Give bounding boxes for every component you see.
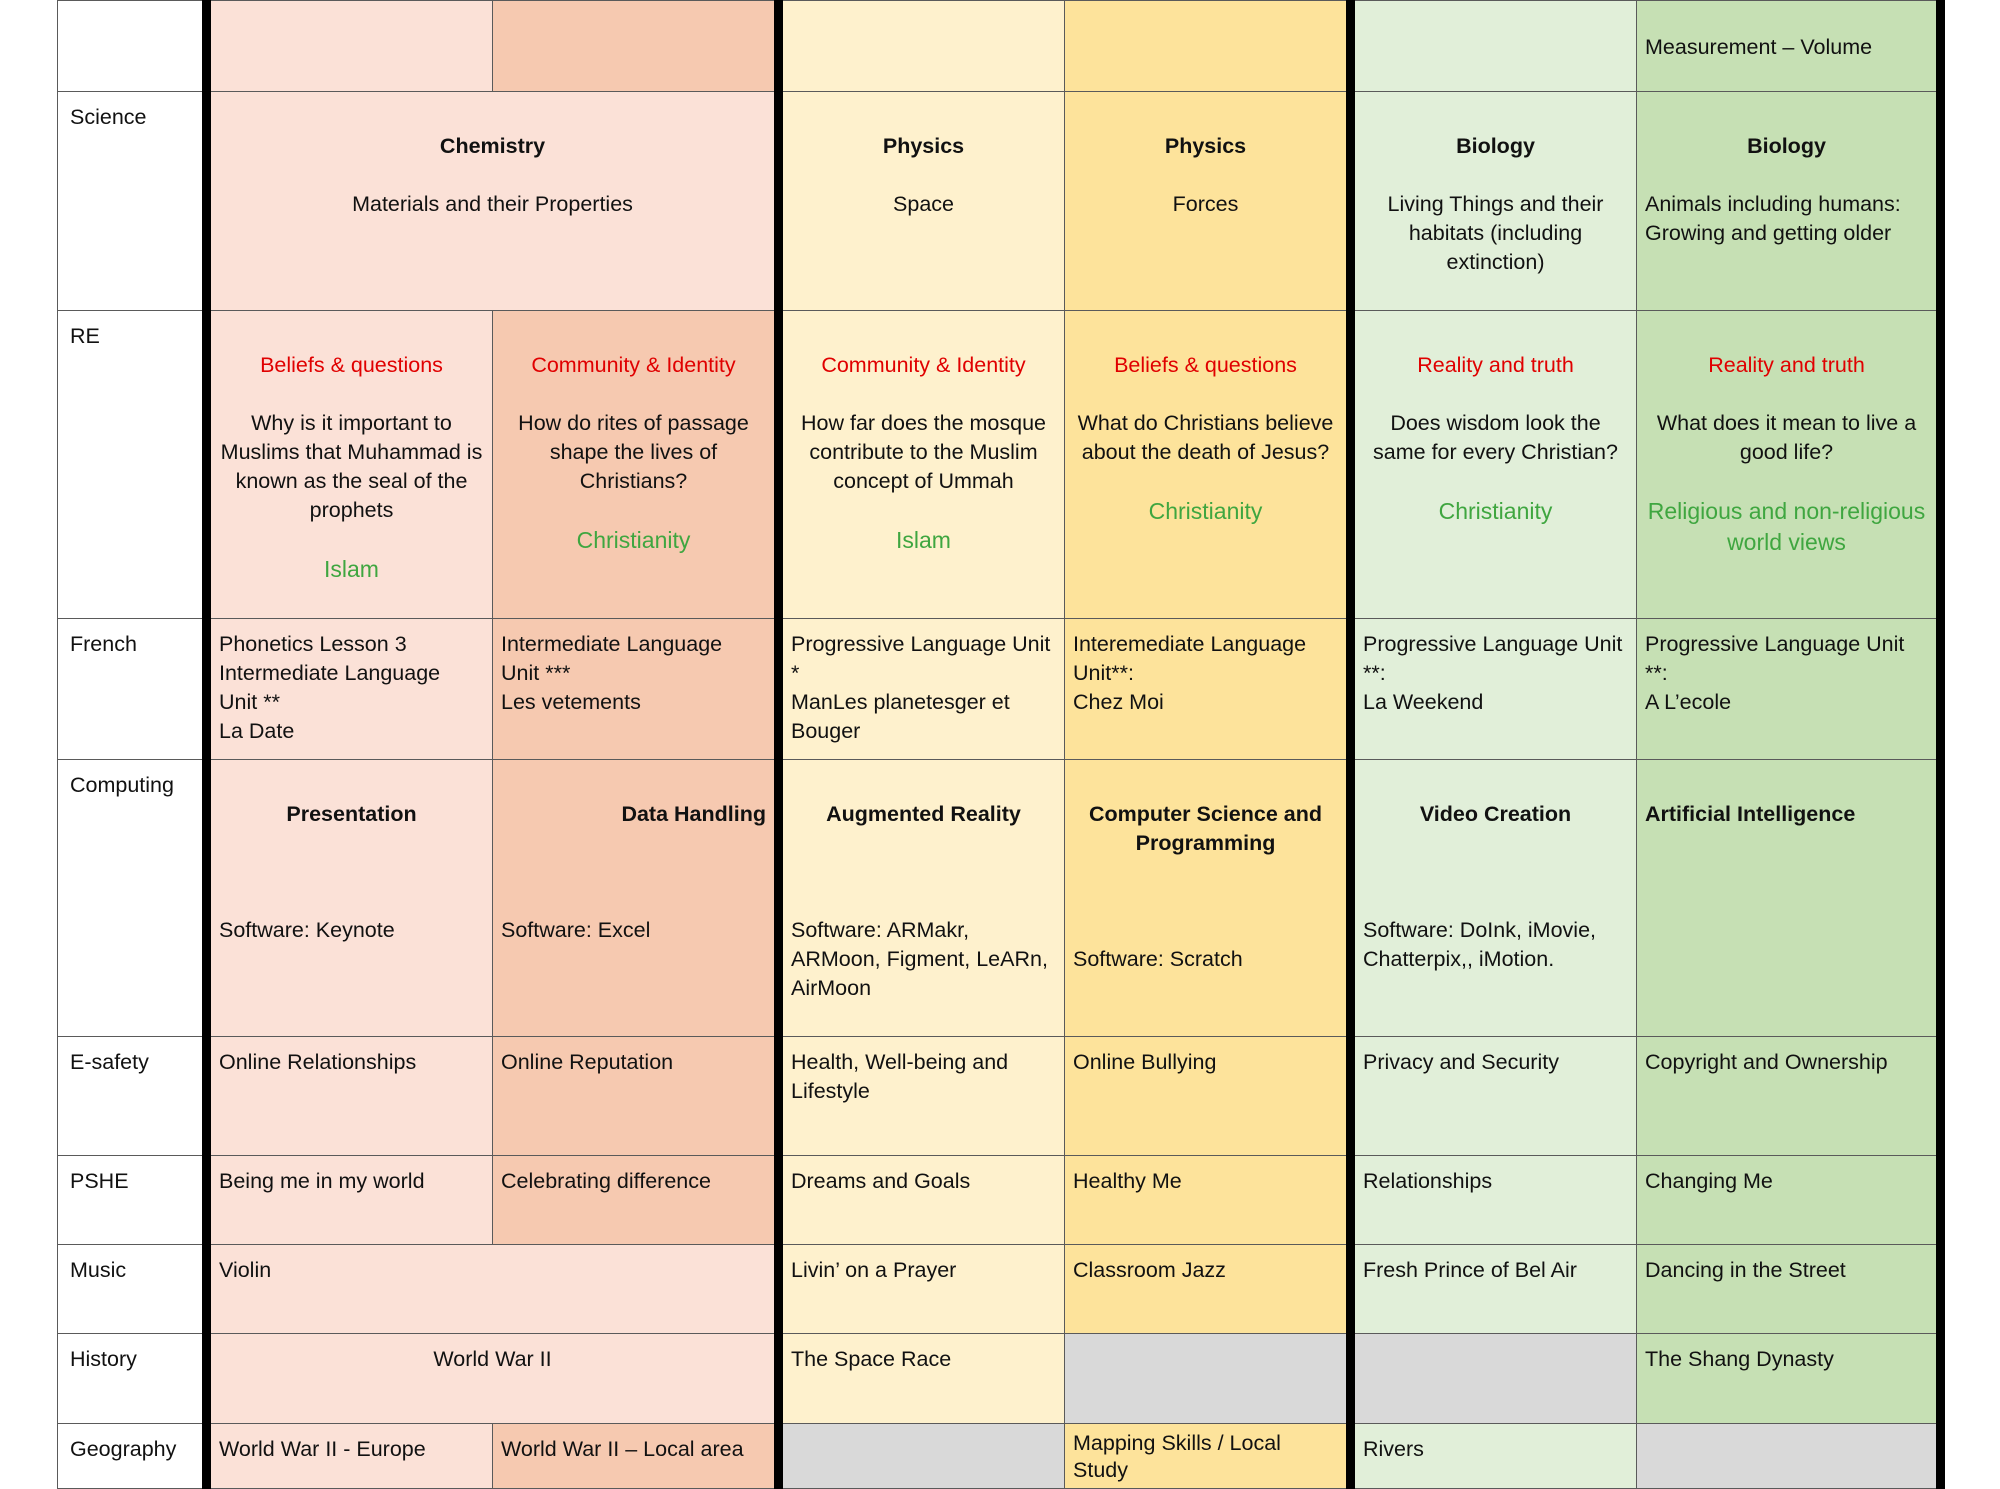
music-cell: Livin’ on a Prayer bbox=[779, 1245, 1065, 1334]
curriculum-table bbox=[57, 0, 1945, 1489]
re-faith: Islam bbox=[324, 556, 379, 582]
unit-title: Biology bbox=[1456, 134, 1535, 158]
unit-title: Presentation bbox=[286, 802, 417, 826]
computing-cell bbox=[493, 760, 779, 1037]
maths-row bbox=[58, 1, 1941, 92]
unit-topic: Materials and their Properties bbox=[352, 192, 633, 216]
computing-cell bbox=[779, 760, 1065, 1037]
geography-cell-empty bbox=[779, 1424, 1065, 1489]
re-theme: Beliefs & questions bbox=[1114, 353, 1297, 377]
esafety-cell: Health, Well-being and Lifestyle bbox=[779, 1037, 1065, 1156]
pshe-cell: Changing Me bbox=[1637, 1156, 1941, 1245]
history-cell: The Space Race bbox=[779, 1334, 1065, 1424]
unit-title: Video Creation bbox=[1419, 802, 1572, 826]
music-cell: Classroom Jazz bbox=[1065, 1245, 1351, 1334]
software-text: Software: Excel bbox=[501, 918, 651, 942]
french-cell: Intermediate Language Unit *** Les vetements bbox=[493, 619, 779, 760]
re-theme: Beliefs & questions bbox=[260, 353, 443, 377]
esafety-cell: Online Bullying bbox=[1065, 1037, 1351, 1156]
unit-title: Artificial Intelligence bbox=[1645, 802, 1856, 826]
computing-cell bbox=[1351, 760, 1637, 1037]
re-faith: Religious and non-religious world views bbox=[1647, 498, 1926, 555]
re-theme: Community & Identity bbox=[821, 353, 1026, 377]
esafety-row bbox=[58, 1037, 1941, 1156]
re-theme: Reality and truth bbox=[1417, 353, 1574, 377]
unit-topic: Living Things and their habitats (including extinction) bbox=[1387, 192, 1604, 274]
re-question: What does it mean to live a good life? bbox=[1656, 411, 1917, 464]
esafety-cell: Online Reputation bbox=[493, 1037, 779, 1156]
french-cell: Interemediate Language Unit**: Chez Moi bbox=[1065, 619, 1351, 760]
geography-cell-empty bbox=[1637, 1424, 1941, 1489]
re-question: How do rites of passage shape the lives of Christians? bbox=[518, 411, 749, 493]
esafety-cell: Online Relationships bbox=[207, 1037, 493, 1156]
esafety-cell: Copyright and Ownership bbox=[1637, 1037, 1941, 1156]
pshe-cell: Relationships bbox=[1351, 1156, 1637, 1245]
music-row bbox=[58, 1245, 1941, 1334]
cell-blank bbox=[779, 1, 1065, 92]
subject-re: RE bbox=[58, 311, 207, 619]
unit-title: Computer Science and Programming bbox=[1089, 802, 1322, 855]
science-biology-animals-cell bbox=[1637, 92, 1941, 311]
music-cell: Violin bbox=[207, 1245, 779, 1334]
pshe-cell: Celebrating difference bbox=[493, 1156, 779, 1245]
esafety-cell: Privacy and Security bbox=[1351, 1037, 1637, 1156]
re-cell bbox=[1065, 311, 1351, 619]
software-text: Software: DoInk, iMovie, Chatterpix,, iMotion. bbox=[1363, 918, 1597, 971]
history-cell-empty bbox=[1065, 1334, 1351, 1424]
subject-computing: Computing bbox=[58, 760, 207, 1037]
pshe-cell: Dreams and Goals bbox=[779, 1156, 1065, 1245]
re-cell bbox=[493, 311, 779, 619]
pshe-row bbox=[58, 1156, 1941, 1245]
re-question: Why is it important to Muslims that Muhammad is known as the seal of the prophets bbox=[220, 411, 483, 522]
re-question: What do Christians believe about the death of Jesus? bbox=[1077, 411, 1334, 464]
cell-blank bbox=[1065, 1, 1351, 92]
science-physics-space-cell bbox=[779, 92, 1065, 311]
re-cell bbox=[1637, 311, 1941, 619]
pshe-cell: Being me in my world bbox=[207, 1156, 493, 1245]
measurement-cell: Measurement – Volume bbox=[1637, 1, 1941, 92]
unit-topic: Forces bbox=[1172, 192, 1239, 216]
re-cell bbox=[207, 311, 493, 619]
geography-cell: World War II – Local area bbox=[493, 1424, 779, 1489]
science-chemistry-cell bbox=[207, 92, 779, 311]
music-cell: Dancing in the Street bbox=[1637, 1245, 1941, 1334]
re-row bbox=[58, 311, 1941, 619]
software-text: Software: ARMakr, ARMoon, Figment, LeARn, AirMoon bbox=[791, 918, 1048, 1000]
subject-science: Science bbox=[58, 92, 207, 311]
history-cell: World War II bbox=[207, 1334, 779, 1424]
geography-row bbox=[58, 1424, 1941, 1489]
computing-cell bbox=[1637, 760, 1941, 1037]
unit-title: Physics bbox=[1164, 134, 1247, 158]
unit-title: Chemistry bbox=[439, 134, 546, 158]
unit-topic: Space bbox=[893, 192, 954, 216]
re-question: Does wisdom look the same for every Christian? bbox=[1373, 411, 1618, 464]
subject-geography: Geography bbox=[58, 1424, 207, 1489]
science-physics-forces-cell bbox=[1065, 92, 1351, 311]
cell-blank bbox=[493, 1, 779, 92]
music-cell: Fresh Prince of Bel Air bbox=[1351, 1245, 1637, 1334]
unit-topic: Animals including humans: Growing and getting older bbox=[1645, 192, 1901, 245]
re-cell bbox=[1351, 311, 1637, 619]
subject-esafety: E-safety bbox=[58, 1037, 207, 1156]
unit-title: Data Handling bbox=[621, 802, 766, 826]
software-text: Software: Scratch bbox=[1073, 947, 1243, 971]
pshe-cell: Healthy Me bbox=[1065, 1156, 1351, 1245]
cell-blank bbox=[1351, 1, 1637, 92]
cell-blank bbox=[207, 1, 493, 92]
re-faith: Christianity bbox=[576, 527, 691, 553]
geography-cell: Rivers bbox=[1351, 1424, 1637, 1489]
computing-row bbox=[58, 760, 1941, 1037]
re-question: How far does the mosque contribute to the Muslim concept of Ummah bbox=[801, 411, 1046, 493]
re-theme: Community & Identity bbox=[531, 353, 736, 377]
re-faith: Christianity bbox=[1148, 498, 1263, 524]
geography-cell: Mapping Skills / Local Study bbox=[1065, 1424, 1351, 1489]
subject-french: French bbox=[58, 619, 207, 760]
re-faith: Christianity bbox=[1438, 498, 1553, 524]
history-cell-empty bbox=[1351, 1334, 1637, 1424]
computing-cell bbox=[1065, 760, 1351, 1037]
history-row bbox=[58, 1334, 1941, 1424]
computing-cell bbox=[207, 760, 493, 1037]
subject-music: Music bbox=[58, 1245, 207, 1334]
french-cell: Progressive Language Unit * ManLes planetesger et Bouger bbox=[779, 619, 1065, 760]
french-cell: Progressive Language Unit **: La Weekend bbox=[1351, 619, 1637, 760]
french-cell: Phonetics Lesson 3 Intermediate Language Unit ** La Date bbox=[207, 619, 493, 760]
subject-cell-blank bbox=[58, 1, 207, 92]
history-cell: The Shang Dynasty bbox=[1637, 1334, 1941, 1424]
science-row bbox=[58, 92, 1941, 311]
unit-title: Augmented Reality bbox=[826, 802, 1021, 826]
re-faith: Islam bbox=[896, 527, 951, 553]
unit-title: Biology bbox=[1747, 134, 1826, 158]
unit-title: Physics bbox=[882, 134, 965, 158]
subject-history: History bbox=[58, 1334, 207, 1424]
software-text: Software: Keynote bbox=[219, 918, 395, 942]
french-row bbox=[58, 619, 1941, 760]
re-theme: Reality and truth bbox=[1708, 353, 1865, 377]
re-cell bbox=[779, 311, 1065, 619]
science-biology-habitats-cell bbox=[1351, 92, 1637, 311]
geography-cell: World War II - Europe bbox=[207, 1424, 493, 1489]
subject-pshe: PSHE bbox=[58, 1156, 207, 1245]
french-cell: Progressive Language Unit **: A L’ecole bbox=[1637, 619, 1941, 760]
